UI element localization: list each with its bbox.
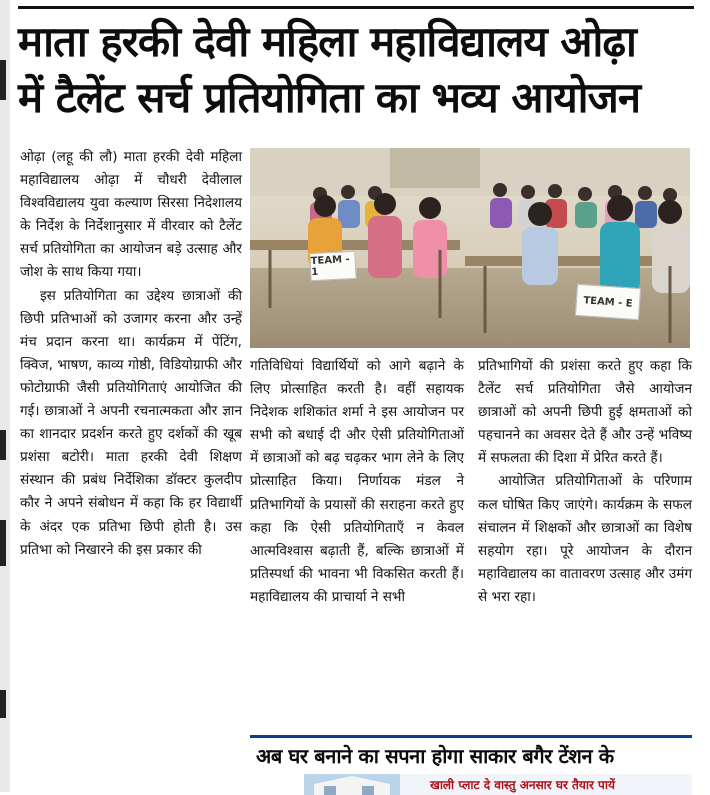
article-paragraph: इस प्रतियोगिता का उद्देश्य छात्राओं की छिपी प्रतिभाओं को उजागर करना और उन्हें मंच प्रदान करना था। कार्यक्रम में पेंटिंग, क्विज, भाषण, काव्य गोष्ठी, विडियोग्राफी और फोटोग्राफी जैसी प्रतियोगिताएं आयोजित की गई। छात्राओं ने अपनी रचनात्मकता और ज्ञान का शानदार प्रदर्शन करते हुए दर्शकों की खूब प्रशंसा बटोरी। माता हरकी देवी शिक्षण संस्थान की प्रबंध निर्देशिका डॉक्टर कुलदीप कौर ने अपने संबोधन में कहा कि हर विद्यार्थी के अंदर एक प्रतिभा छिपी होती है। उस प्रतिभा को निखारने की इस प्रकार की bbox=[20, 287, 242, 558]
edge-mark bbox=[0, 60, 6, 100]
edge-mark bbox=[0, 520, 6, 566]
team-card: TEAM - E bbox=[575, 284, 641, 320]
advertisement bbox=[250, 735, 692, 795]
ad-headline: अब घर बनाने का सपना होगा साकार बगैर टेंशन के bbox=[256, 744, 614, 768]
article-paragraph: प्रतिभागियों की प्रशंसा करते हुए कहा कि टैलेंट सर्च प्रतियोगिता जैसे आयोजन छात्राओं को अपनी छिपी हुई क्षमताओं को पहचानने का अवसर देते हैं और उन्हें भविष्य में सफलता की दिशा में प्रेरित करते हैं। bbox=[478, 358, 692, 467]
article-column-3 bbox=[478, 355, 692, 609]
event-photo bbox=[250, 148, 690, 348]
edge-mark bbox=[0, 430, 6, 460]
article-paragraph: आयोजित प्रतियोगिताओं के परिणाम कल घोषित किए जाएंगे। कार्यक्रम के सफल संचालन में शिक्षकों और छात्राओं का विशेष सहयोग रहा। पूरे आयोजन के दौरान महाविद्यालय का वातावरण उत्साह और उमंग से भरा रहा। bbox=[478, 473, 692, 605]
article-column-1 bbox=[20, 146, 242, 562]
left-edge-strip bbox=[0, 0, 10, 792]
article-column-2 bbox=[250, 355, 464, 609]
headline-line-2: में टैलेंट सर्च प्रतियोगिता का भव्य आयोजन bbox=[18, 73, 641, 122]
article-paragraph: गतिविधियां विद्यार्थियों को आगे बढ़ाने के लिए प्रोत्साहित करती है। वहीं सहायक निदेशक शशिकांत शर्मा ने इस आयोजन पर सभी को बधाई दी और ऐसी प्रतियोगिताओं में छात्राओं को बढ़ चढ़कर भाग लेने के लिए प्रोत्साहित किया। निर्णायक मंडल ने प्रतिभागियों के प्रयासों की सराहना करते हुए कहा कि ऐसी प्रतियोगिताएँ न केवल आत्मविश्वास बढ़ाती हैं, बल्कि छात्राओं में प्रतिस्पर्धा की भावना भी विकसित करती हैं। महाविद्यालय की प्राचार्या ने सभी bbox=[250, 358, 464, 605]
headline-line-1: माता हरकी देवी महिला महाविद्यालय ओढ़ा bbox=[18, 17, 636, 66]
top-rule bbox=[18, 6, 694, 9]
edge-mark bbox=[0, 690, 6, 718]
ad-subline: खाली प्लाट दे वास्तु अनसार घर तैयार पायें bbox=[430, 778, 615, 792]
article-paragraph: ओढ़ा (लहू की लौ) माता हरकी देवी महिला महाविद्यालय ओढ़ा में चौधरी देवीलाल विश्वविद्यालय युवा कल्याण सिरसा निदेशालय के निर्देश के निर्देशानुसार में वीरवार को टैलेंट सर्च प्रतियोगिता का आयोजन बड़े उत्साह और जोश के साथ किया गया। bbox=[20, 149, 242, 281]
team-card: TEAM - 1 bbox=[309, 251, 356, 281]
headline bbox=[18, 14, 698, 126]
